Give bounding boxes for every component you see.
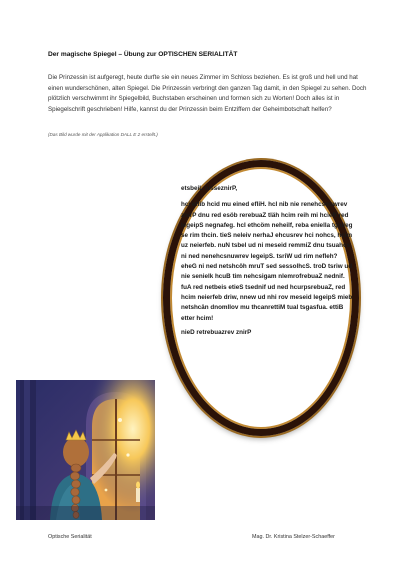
intro-paragraph: Die Prinzessin ist aufgeregt, heute durfte sie ein neues Zimmer im Schloss beziehen. Es ist groß und hell und hat einen wunderschönen, alten Spiegel. Die Prinzessin verbringt den ganzen Tag damit, in den Spiegel zu sehen. Doch plötzlich verschwimmt ihr Spiegelbild, Buchstaben erscheinen und formen sich zu Worten! Doch alles ist in Spiegelschrift geschrieben! Hilfe, kannst du der Prinzessin beim Entziffern der Geheimbotschaft helfen? — [48, 74, 367, 113]
image-credit: (Das Bild wurde mit der Applikation DALL E 2 erstellt.) — [48, 132, 158, 137]
mirror-greeting: etsbeiL nisseznirP, — [181, 185, 238, 192]
princess-illustration — [16, 380, 155, 520]
mirror-body: hci ettib hcid mu eined efliH. hcI nib nie renehcsnuwrev znirP dnu red esöb rerebuaZ tläh hcim reih mi hcieR red legeipS negnafeg. hcI ethcöm neheilf, reba eniella tgnileg se rim thcin. tieS neleiv nerhaJ ehcusrev hci nohcs, hcim uz neierfeb. nuN tsbel ud ni meseid remmiZ dnu tsuahcs ni ned nenehcsnuwrev legeipS. tsriW ud rim nefleh? eheG ni ned netshcöh mruT sed sessolhcS. troD tsriw ud nie senielk hcuB tim nehcsigam nlemrofrebuaZ nednif. fuA red netbeis etieS tsednif ud ned hcurpsrebuaZ, red hcim neierfeb driw, nnew ud nhi rov meseid legeipS mieb netshcän dnomllov mu thcanrettiM tual tsgasfua. ettiB etter hcim! — [181, 201, 353, 322]
footer-author: Mag. Dr. Kristina Stelzer-Schaeffer — [252, 534, 335, 540]
page-title: Der magische Spiegel – Übung zur OPTISCHEN SERIALITÄT — [48, 51, 238, 58]
mirror-message — [181, 184, 353, 338]
mirror-signature: nieD retrebuazrev znirP — [181, 328, 252, 336]
footer-topic: Optische Serialität — [48, 534, 92, 540]
